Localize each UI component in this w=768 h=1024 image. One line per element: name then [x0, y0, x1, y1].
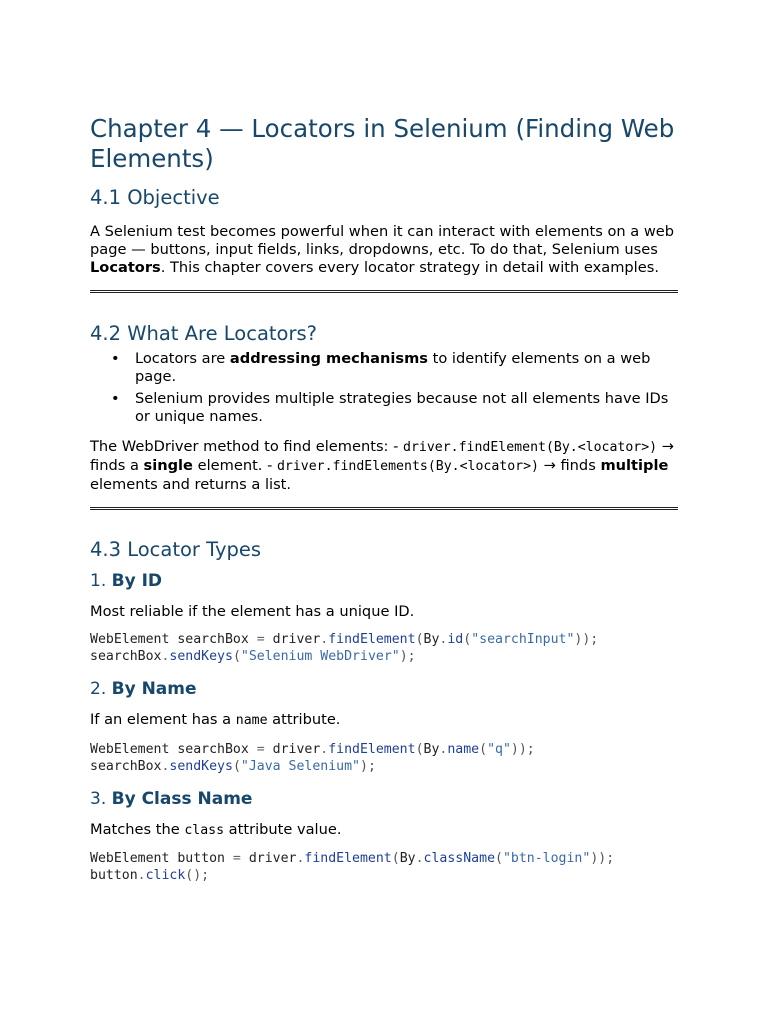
- by-name-code-block: WebElement searchBox = driver.findElement(By.name("q")); searchBox.sendKeys("Java Selenium");: [90, 741, 535, 774]
- list-item: • Locators are addressing mechanisms to identify elements on a web page.: [90, 350, 678, 386]
- objective-paragraph: A Selenium test becomes powerful when it can interact with elements on a web page — buttons, input fields, links, dropdowns, etc. To do that, Selenium uses Locators. This chapter covers every locator strategy in detail with examples.: [90, 223, 675, 277]
- by-id-code-block: WebElement searchBox = driver.findElement(By.id("searchInput")); searchBox.sendKeys("Selenium WebDriver");: [90, 632, 599, 665]
- by-class-name-code-block: WebElement button = driver.findElement(By.className("btn-login")); button.click();: [90, 850, 615, 883]
- by-class-name-description: Matches the class attribute value.: [90, 820, 342, 838]
- find-element-code: driver.findElement(By.<locator>): [403, 440, 658, 456]
- locators-bullet-list: [90, 350, 678, 426]
- by-id-description: Most reliable if the element has a unique ID.: [90, 603, 415, 621]
- section-4-3-heading: 4.3 Locator Types: [90, 538, 262, 562]
- by-name-heading: 2. By Name: [90, 679, 197, 700]
- section-divider: [90, 507, 678, 511]
- webdriver-method-paragraph: The WebDriver method to find elements: - driver.findElement(By.<locator>) → finds a single element. - driver.findElements(By.<locator>) → finds multiple elements and returns a list.: [90, 438, 674, 494]
- by-class-name-heading: 3. By Class Name: [90, 788, 253, 809]
- section-4-2-heading: 4.2 What Are Locators?: [90, 322, 317, 346]
- list-item: • Selenium provides multiple strategies because not all elements have IDs or unique names.: [90, 390, 678, 426]
- locators-bold: Locators: [90, 259, 161, 277]
- by-name-description: If an element has a name attribute.: [90, 711, 341, 729]
- section-4-1-heading: 4.1 Objective: [90, 186, 220, 209]
- section-divider: [90, 290, 678, 294]
- document-content: [90, 114, 678, 884]
- find-elements-code: driver.findElements(By.<locator>): [276, 459, 539, 475]
- by-id-heading: 1. By ID: [90, 571, 163, 592]
- chapter-title: Chapter 4 — Locators in Selenium (Finding Web Elements): [90, 114, 675, 173]
